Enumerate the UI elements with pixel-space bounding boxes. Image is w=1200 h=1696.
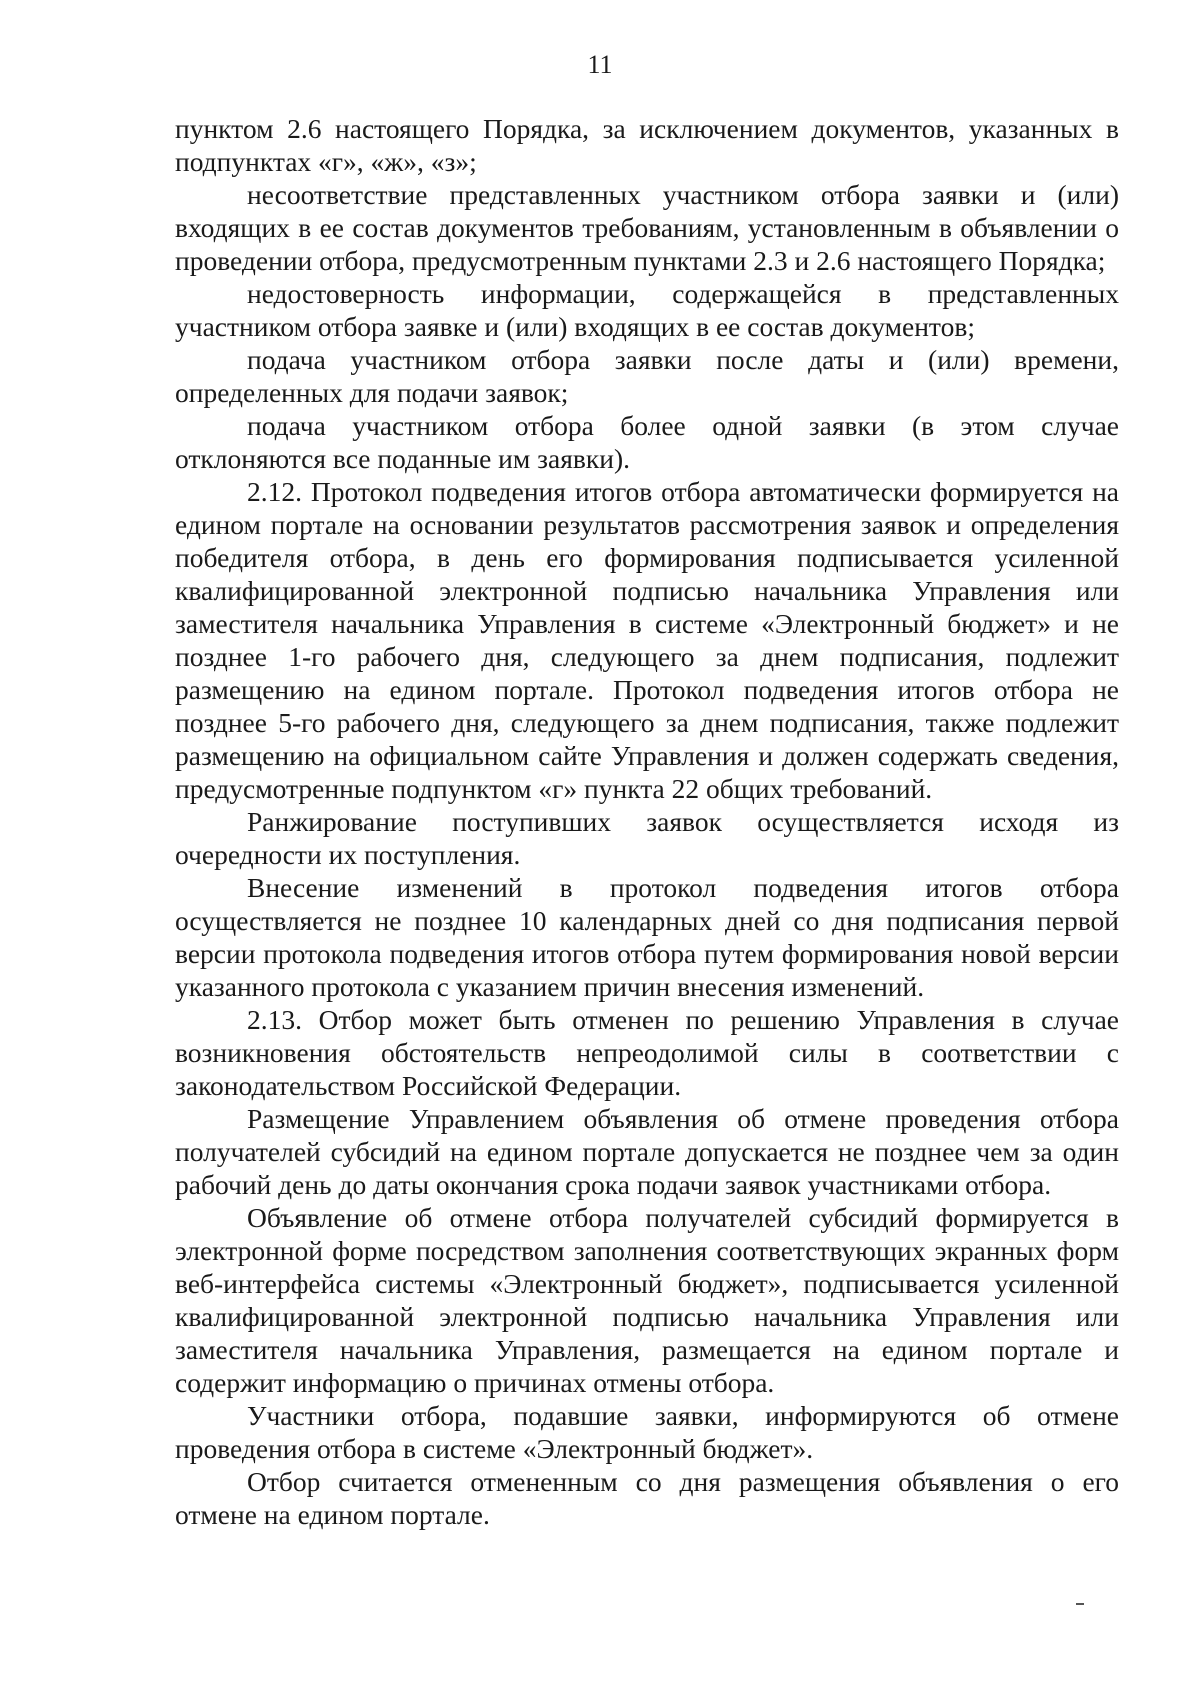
paragraph-cancellation-notice-form: Объявление об отмене отбора получателей субсидий формируется в электронной форме посредством заполнения соответствующих экранных форм веб-интерфейса системы «Электронный бюджет», подписывается усиленной квалифицированной электронной подписью начальника Управления или заместителя начальника Управления, размещается на едином портале и содержит информацию о причинах отмены отбора. [175, 1202, 1119, 1398]
paragraph-multiple-applications: подача участником отбора более одной заявки (в этом случае отклоняются все поданные им заявки). [175, 410, 1119, 474]
paragraph-cancellation-effective: Отбор считается отмененным со дня размещения объявления о его отмене на едином портале. [175, 1466, 1119, 1530]
paragraph-2-12-protocol: 2.12. Протокол подведения итогов отбора автоматически формируется на едином портале на основании результатов рассмотрения заявок и определения победителя отбора, в день его формирования подписывается усиленной квалифицированной электронной подписью начальника Управления или заместителя начальника Управления в системе «Электронный бюджет» и не позднее 1-го рабочего дня, следующего за днем подписания, подлежит размещению на едином портале. Протокол подведения итогов отбора не позднее 5-го рабочего дня, следующего за днем подписания, также подлежит размещению на официальном сайте Управления и должен содержать сведения, предусмотренные подпунктом «г» пункта 22 общих требований. [175, 476, 1119, 804]
paragraph-cancellation-notice-deadline: Размещение Управлением объявления об отмене проведения отбора получателей субсидий на едином портале допускается не позднее чем за один рабочий день до даты окончания срока подачи заявок участниками отбора. [175, 1103, 1119, 1200]
paragraph-unreliability: недостоверность информации, содержащейся в представленных участником отбора заявке и (или) входящих в ее состав документов; [175, 278, 1119, 342]
paragraph-protocol-changes: Внесение изменений в протокол подведения итогов отбора осуществляется не позднее 10 календарных дней со дня подписания первой версии протокола подведения итогов отбора путем формирования новой версии указанного протокола с указанием причин внесения изменений. [175, 872, 1119, 1002]
document-body [175, 112, 1119, 1531]
paragraph-late-submission: подача участником отбора заявки после даты и (или) времени, определенных для подачи заявок; [175, 344, 1119, 408]
paragraph-participants-informed: Участники отбора, подавшие заявки, информируются об отмене проведения отбора в системе «Электронный бюджет». [175, 1400, 1119, 1464]
paragraph-continuation: пунктом 2.6 настоящего Порядка, за исключением документов, указанных в подпунктах «г», «ж», «з»; [175, 113, 1119, 177]
paragraph-2-13-cancellation: 2.13. Отбор может быть отменен по решению Управления в случае возникновения обстоятельств непреодолимой силы в соответствии с законодательством Российской Федерации. [175, 1004, 1119, 1101]
paragraph-nonconformity: несоответствие представленных участником отбора заявки и (или) входящих в ее состав документов требованиям, установленным в объявлении о проведении отбора, предусмотренным пунктами 2.3 и 2.6 настоящего Порядка; [175, 179, 1119, 276]
page-number: 11 [587, 50, 613, 79]
paragraph-ranking: Ранжирование поступивших заявок осуществляется исходя из очередности их поступления. [175, 806, 1119, 870]
scan-mark [1076, 1603, 1084, 1605]
